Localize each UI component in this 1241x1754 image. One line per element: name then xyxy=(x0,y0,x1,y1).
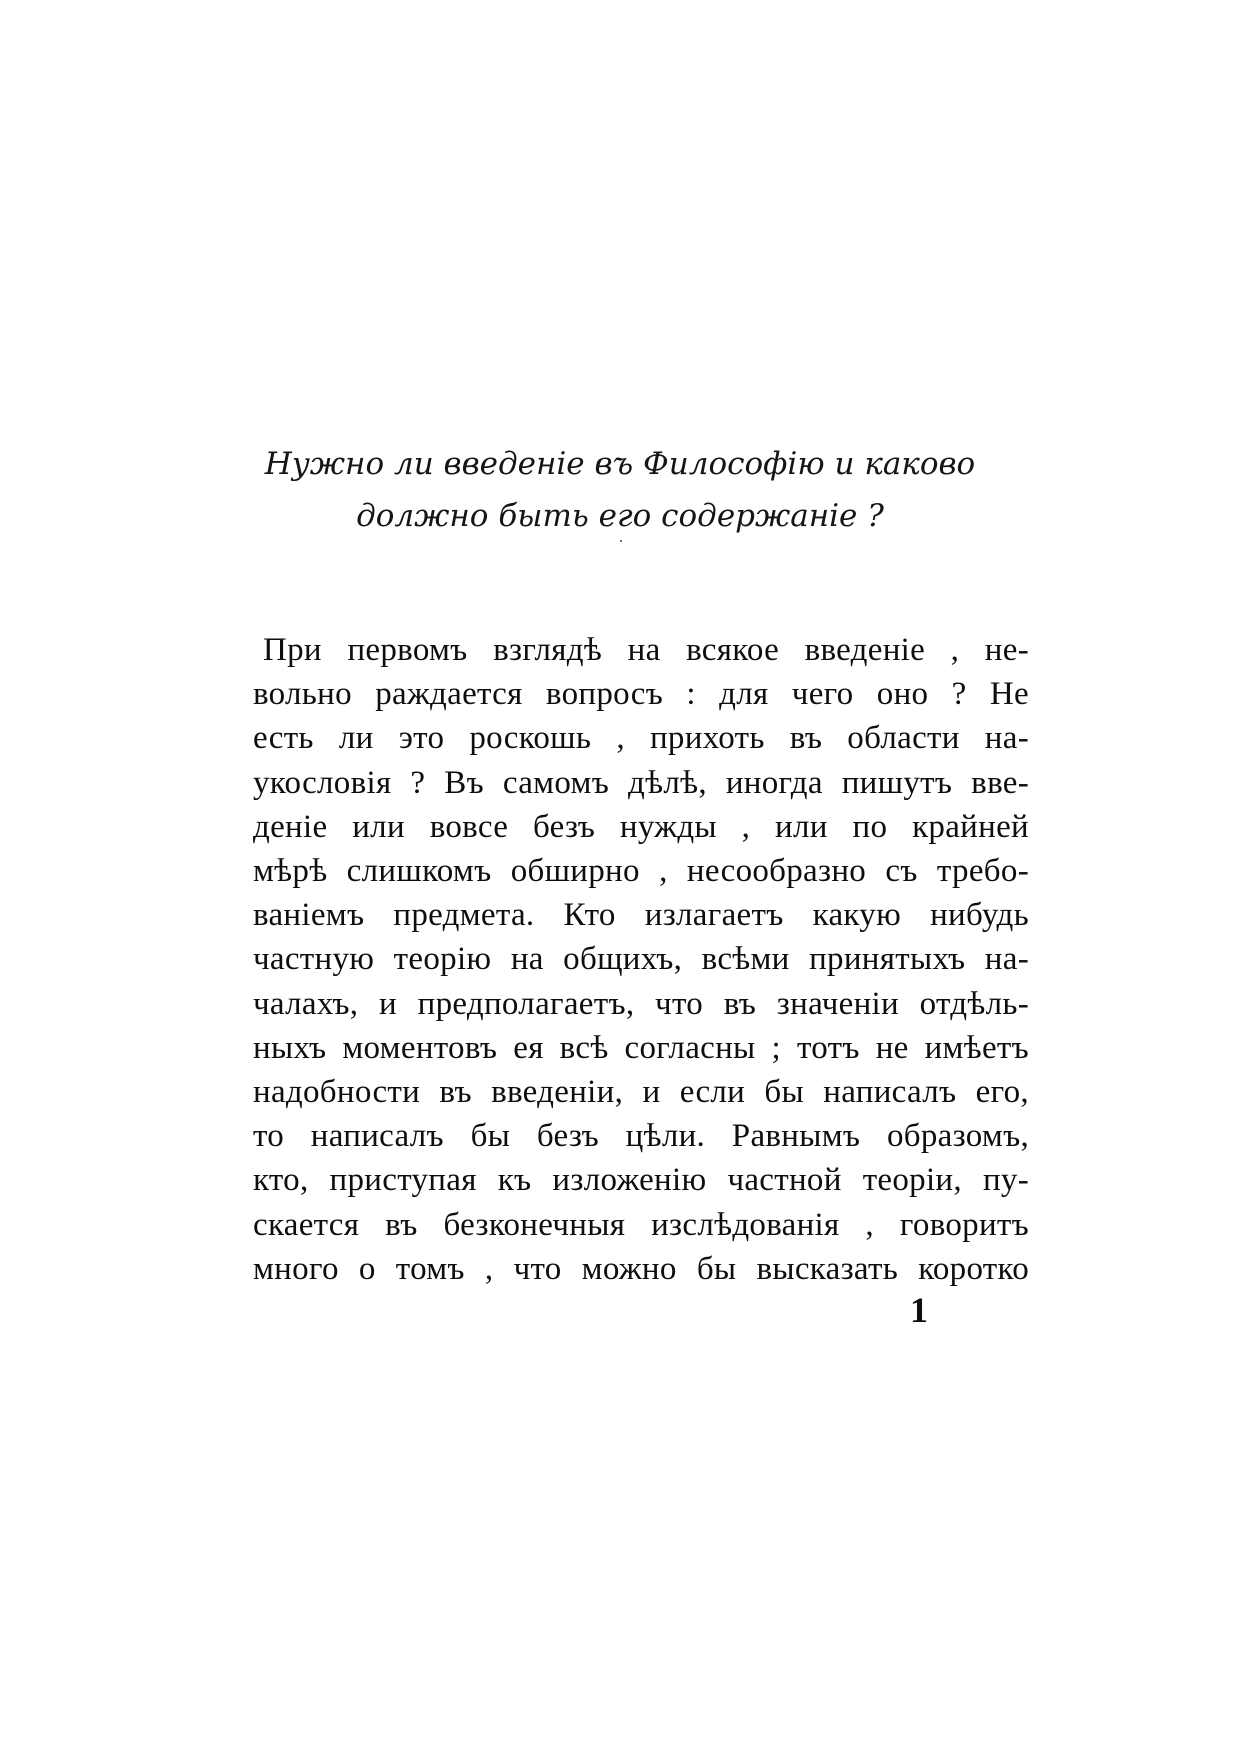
text-line: есть ли это роскошь , прихоть въ области на- xyxy=(253,720,1029,757)
text-line: чалахъ, и предполагаетъ, что въ значеніи отдѣль- xyxy=(253,985,1029,1022)
text-line: много о томъ , что можно бы высказать коротко xyxy=(253,1250,1029,1287)
text-line: ныхъ моментовъ ея всѣ согласны ; тотъ не имѣетъ xyxy=(253,1029,1029,1066)
text-line: При первомъ взглядѣ на всякое введеніе , не- xyxy=(263,632,1029,668)
text-line: укословія ? Въ самомъ дѣлѣ, иногда пишутъ вве- xyxy=(253,764,1029,801)
text-line: деніе или вовсе безъ нужды , или по крайней xyxy=(253,808,1029,845)
text-line: ваніемъ предмета. Кто излагаетъ какую нибудь xyxy=(253,897,1029,934)
text-line: мѣрѣ слишкомъ обширно , несообразно съ требо- xyxy=(253,853,1029,890)
chapter-title xyxy=(230,438,1010,542)
text-line: кто, приступая къ изложенію частной теоріи, пу- xyxy=(253,1162,1029,1199)
text-line: частную теорію на общихъ, всѣми принятыхъ на- xyxy=(253,941,1029,978)
page-number: 1 xyxy=(910,1290,928,1330)
print-speck xyxy=(620,540,622,542)
title-line-2: должно быть его содержаніе ? xyxy=(356,498,884,534)
text-line: скается въ безконечныя изслѣдованія , говоритъ xyxy=(253,1206,1029,1243)
text-line: надобности въ введеніи, и если бы написалъ его, xyxy=(253,1074,1029,1111)
text-line: вольно раждается вопросъ : для чего оно ? Не xyxy=(253,676,1029,713)
title-line-1: Нужно ли введеніе въ Философію и каково xyxy=(264,446,976,482)
body-paragraph xyxy=(253,628,1029,1291)
text-line: то написалъ бы безъ цѣли. Равнымъ образомъ, xyxy=(253,1118,1029,1155)
